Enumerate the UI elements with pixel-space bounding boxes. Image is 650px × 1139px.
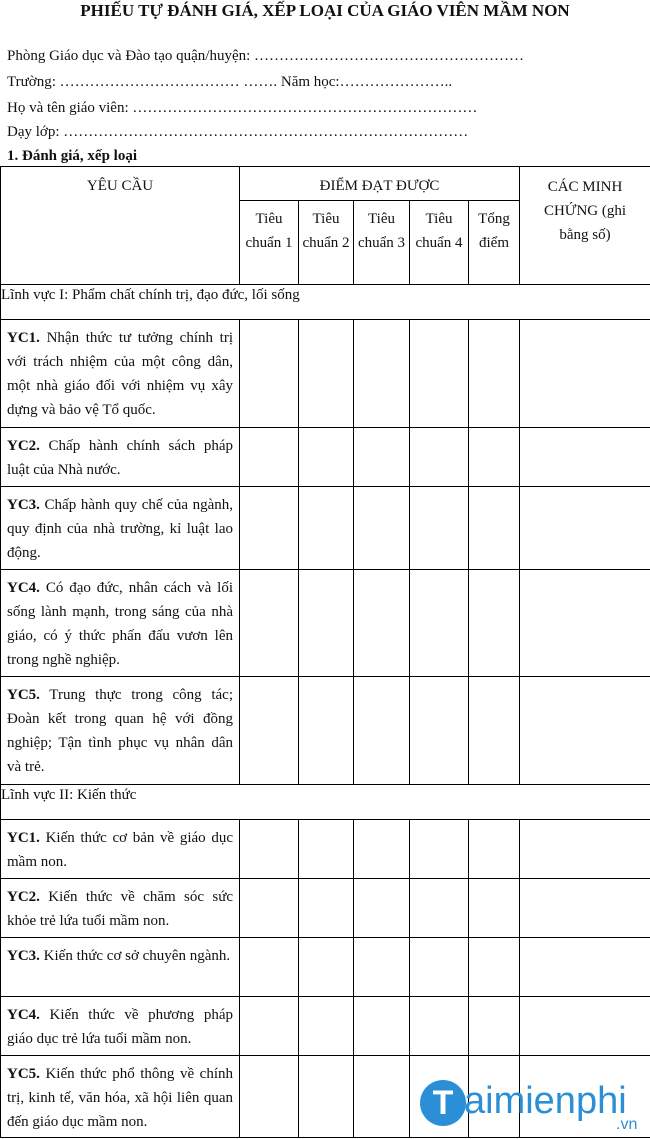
total-cell[interactable] — [469, 428, 520, 487]
requirement-code: YC3. — [7, 497, 40, 513]
header-evidence: CÁC MINH CHỨNG (ghi bằng số) — [520, 167, 650, 285]
table-row — [1, 570, 650, 677]
table-row — [1, 820, 650, 879]
requirement-text: Kiến thức cơ sở chuyên ngành. — [39, 948, 231, 964]
evidence-cell[interactable] — [520, 320, 650, 428]
requirement-text: Có đạo đức, nhân cách và lối sống lành mạnh, trong sáng của nhà giáo, có ý thức phấn đấu vươn lên trong nghề nghiệp. — [7, 580, 233, 668]
score-cell[interactable] — [299, 320, 354, 428]
subheader-standard-1: Tiêu chuẩn 1 — [240, 201, 299, 285]
logo-text: aimienphi — [464, 1080, 627, 1122]
evidence-cell[interactable] — [520, 487, 650, 570]
requirement-code: YC2. — [7, 438, 40, 454]
score-cell[interactable] — [410, 320, 469, 428]
score-cell[interactable] — [354, 487, 410, 570]
table-row — [1, 428, 650, 487]
total-cell[interactable] — [469, 820, 520, 879]
score-cell[interactable] — [299, 570, 354, 677]
evidence-cell[interactable] — [520, 879, 650, 938]
total-cell[interactable] — [469, 487, 520, 570]
evidence-cell[interactable] — [520, 820, 650, 879]
requirement-text: Nhận thức tư tưởng chính trị với trách nhiệm của một công dân, một nhà giáo đối với nhiệm vụ xây dựng và bảo vệ Tổ quốc. — [7, 330, 233, 418]
score-cell[interactable] — [299, 997, 354, 1056]
score-cell[interactable] — [299, 428, 354, 487]
evidence-cell[interactable] — [520, 570, 650, 677]
requirement-code: YC1. — [7, 330, 40, 346]
subheader-standard-3: Tiêu chuẩn 3 — [354, 201, 410, 285]
info-line-school: Trường: ……………………………… ……. Năm học:………………….. — [7, 74, 453, 90]
requirement-cell — [1, 428, 240, 487]
table-row — [1, 320, 650, 428]
requirement-text: Kiến thức cơ bản về giáo dục mầm non. — [7, 830, 233, 870]
score-cell[interactable] — [354, 997, 410, 1056]
score-cell[interactable] — [410, 487, 469, 570]
score-cell[interactable] — [354, 938, 410, 997]
form-title: PHIẾU TỰ ĐÁNH GIÁ, XẾP LOẠI CỦA GIÁO VIÊN MẦM NON — [80, 1, 570, 20]
logo-letter: T — [432, 1084, 454, 1122]
requirement-cell — [1, 1056, 240, 1138]
score-cell[interactable] — [354, 320, 410, 428]
total-cell[interactable] — [469, 677, 520, 785]
requirement-text: Kiến thức phổ thông về chính trị, kinh tế, văn hóa, xã hội liên quan đến giáo dục mầm non. — [7, 1066, 233, 1130]
score-cell[interactable] — [410, 820, 469, 879]
requirement-code: YC5. — [7, 687, 40, 703]
watermark-logo — [420, 1076, 650, 1136]
header-score: ĐIỂM ĐẠT ĐƯỢC — [240, 167, 520, 201]
domain-row — [1, 285, 650, 320]
total-cell[interactable] — [469, 997, 520, 1056]
table-row — [1, 879, 650, 938]
score-cell[interactable] — [240, 938, 299, 997]
subheader-standard-2: Tiêu chuẩn 2 — [299, 201, 354, 285]
requirement-cell — [1, 570, 240, 677]
score-cell[interactable] — [240, 820, 299, 879]
table-row — [1, 938, 650, 997]
evidence-cell[interactable] — [520, 938, 650, 997]
requirement-cell — [1, 320, 240, 428]
domain-heading: Lĩnh vực II: Kiến thức — [1, 785, 650, 820]
score-cell[interactable] — [299, 487, 354, 570]
score-cell[interactable] — [240, 997, 299, 1056]
requirement-code: YC3. — [7, 948, 40, 964]
header-requirement: YÊU CẦU — [1, 167, 240, 285]
score-cell[interactable] — [299, 938, 354, 997]
requirement-cell — [1, 997, 240, 1056]
score-cell[interactable] — [240, 1056, 299, 1138]
score-cell[interactable] — [299, 1056, 354, 1138]
score-cell[interactable] — [410, 677, 469, 785]
requirement-cell — [1, 487, 240, 570]
total-cell[interactable] — [469, 938, 520, 997]
score-cell[interactable] — [410, 570, 469, 677]
score-cell[interactable] — [354, 570, 410, 677]
requirement-text: Chấp hành quy chế của ngành, quy định của nhà trường, kỉ luật lao động. — [7, 497, 233, 561]
domain-heading: Lĩnh vực I: Phẩm chất chính trị, đạo đức, lối sống — [1, 285, 650, 320]
requirement-cell — [1, 879, 240, 938]
logo-suffix: .vn — [616, 1116, 638, 1133]
subheader-total: Tổng điểm — [469, 201, 520, 285]
score-cell[interactable] — [354, 879, 410, 938]
requirement-code: YC4. — [7, 580, 40, 596]
requirement-code: YC5. — [7, 1066, 40, 1082]
requirement-code: YC4. — [7, 1007, 40, 1023]
requirement-cell — [1, 677, 240, 785]
table-header-row — [1, 167, 650, 201]
score-cell[interactable] — [240, 677, 299, 785]
section-heading: 1. Đánh giá, xếp loại — [7, 148, 138, 164]
table-row — [1, 487, 650, 570]
score-cell[interactable] — [354, 1056, 410, 1138]
domain-row — [1, 785, 650, 820]
total-cell[interactable] — [469, 320, 520, 428]
score-cell[interactable] — [240, 320, 299, 428]
score-cell[interactable] — [410, 879, 469, 938]
requirement-code: YC2. — [7, 889, 40, 905]
score-cell[interactable] — [410, 428, 469, 487]
total-cell[interactable] — [469, 879, 520, 938]
score-cell[interactable] — [354, 820, 410, 879]
table-row — [1, 677, 650, 785]
score-cell[interactable] — [410, 938, 469, 997]
requirement-code: YC1. — [7, 830, 40, 846]
evidence-cell[interactable] — [520, 997, 650, 1056]
score-cell[interactable] — [354, 677, 410, 785]
score-cell[interactable] — [240, 487, 299, 570]
evaluation-table — [0, 166, 650, 1138]
evidence-cell[interactable] — [520, 677, 650, 785]
score-cell[interactable] — [299, 879, 354, 938]
total-cell[interactable] — [469, 570, 520, 677]
info-line-department: Phòng Giáo dục và Đào tạo quận/huyện: ……………………………………………… — [7, 48, 525, 64]
table-row — [1, 997, 650, 1056]
score-cell[interactable] — [410, 997, 469, 1056]
requirement-cell — [1, 820, 240, 879]
requirement-cell — [1, 938, 240, 997]
evidence-cell[interactable] — [520, 428, 650, 487]
score-cell[interactable] — [240, 428, 299, 487]
info-line-class: Dạy lớp: ……………………………………………………………………… — [7, 124, 469, 140]
score-cell[interactable] — [240, 570, 299, 677]
requirement-text: Chấp hành chính sách pháp luật của Nhà nước. — [7, 438, 233, 478]
score-cell[interactable] — [299, 677, 354, 785]
score-cell[interactable] — [299, 820, 354, 879]
subheader-standard-4: Tiêu chuẩn 4 — [410, 201, 469, 285]
requirement-text: Kiến thức về chăm sóc sức khỏe trẻ lứa tuổi mầm non. — [7, 889, 233, 929]
requirement-text: Trung thực trong công tác; Đoàn kết trong quan hệ với đồng nghiệp; Tận tình phục vụ nhân dân và trẻ. — [7, 687, 233, 775]
score-cell[interactable] — [240, 879, 299, 938]
score-cell[interactable] — [354, 428, 410, 487]
requirement-text: Kiến thức về phương pháp giáo dục trẻ lứa tuổi mầm non. — [7, 1007, 233, 1047]
info-line-teacher-name: Họ và tên giáo viên: …………………………………………………………… — [7, 100, 478, 116]
